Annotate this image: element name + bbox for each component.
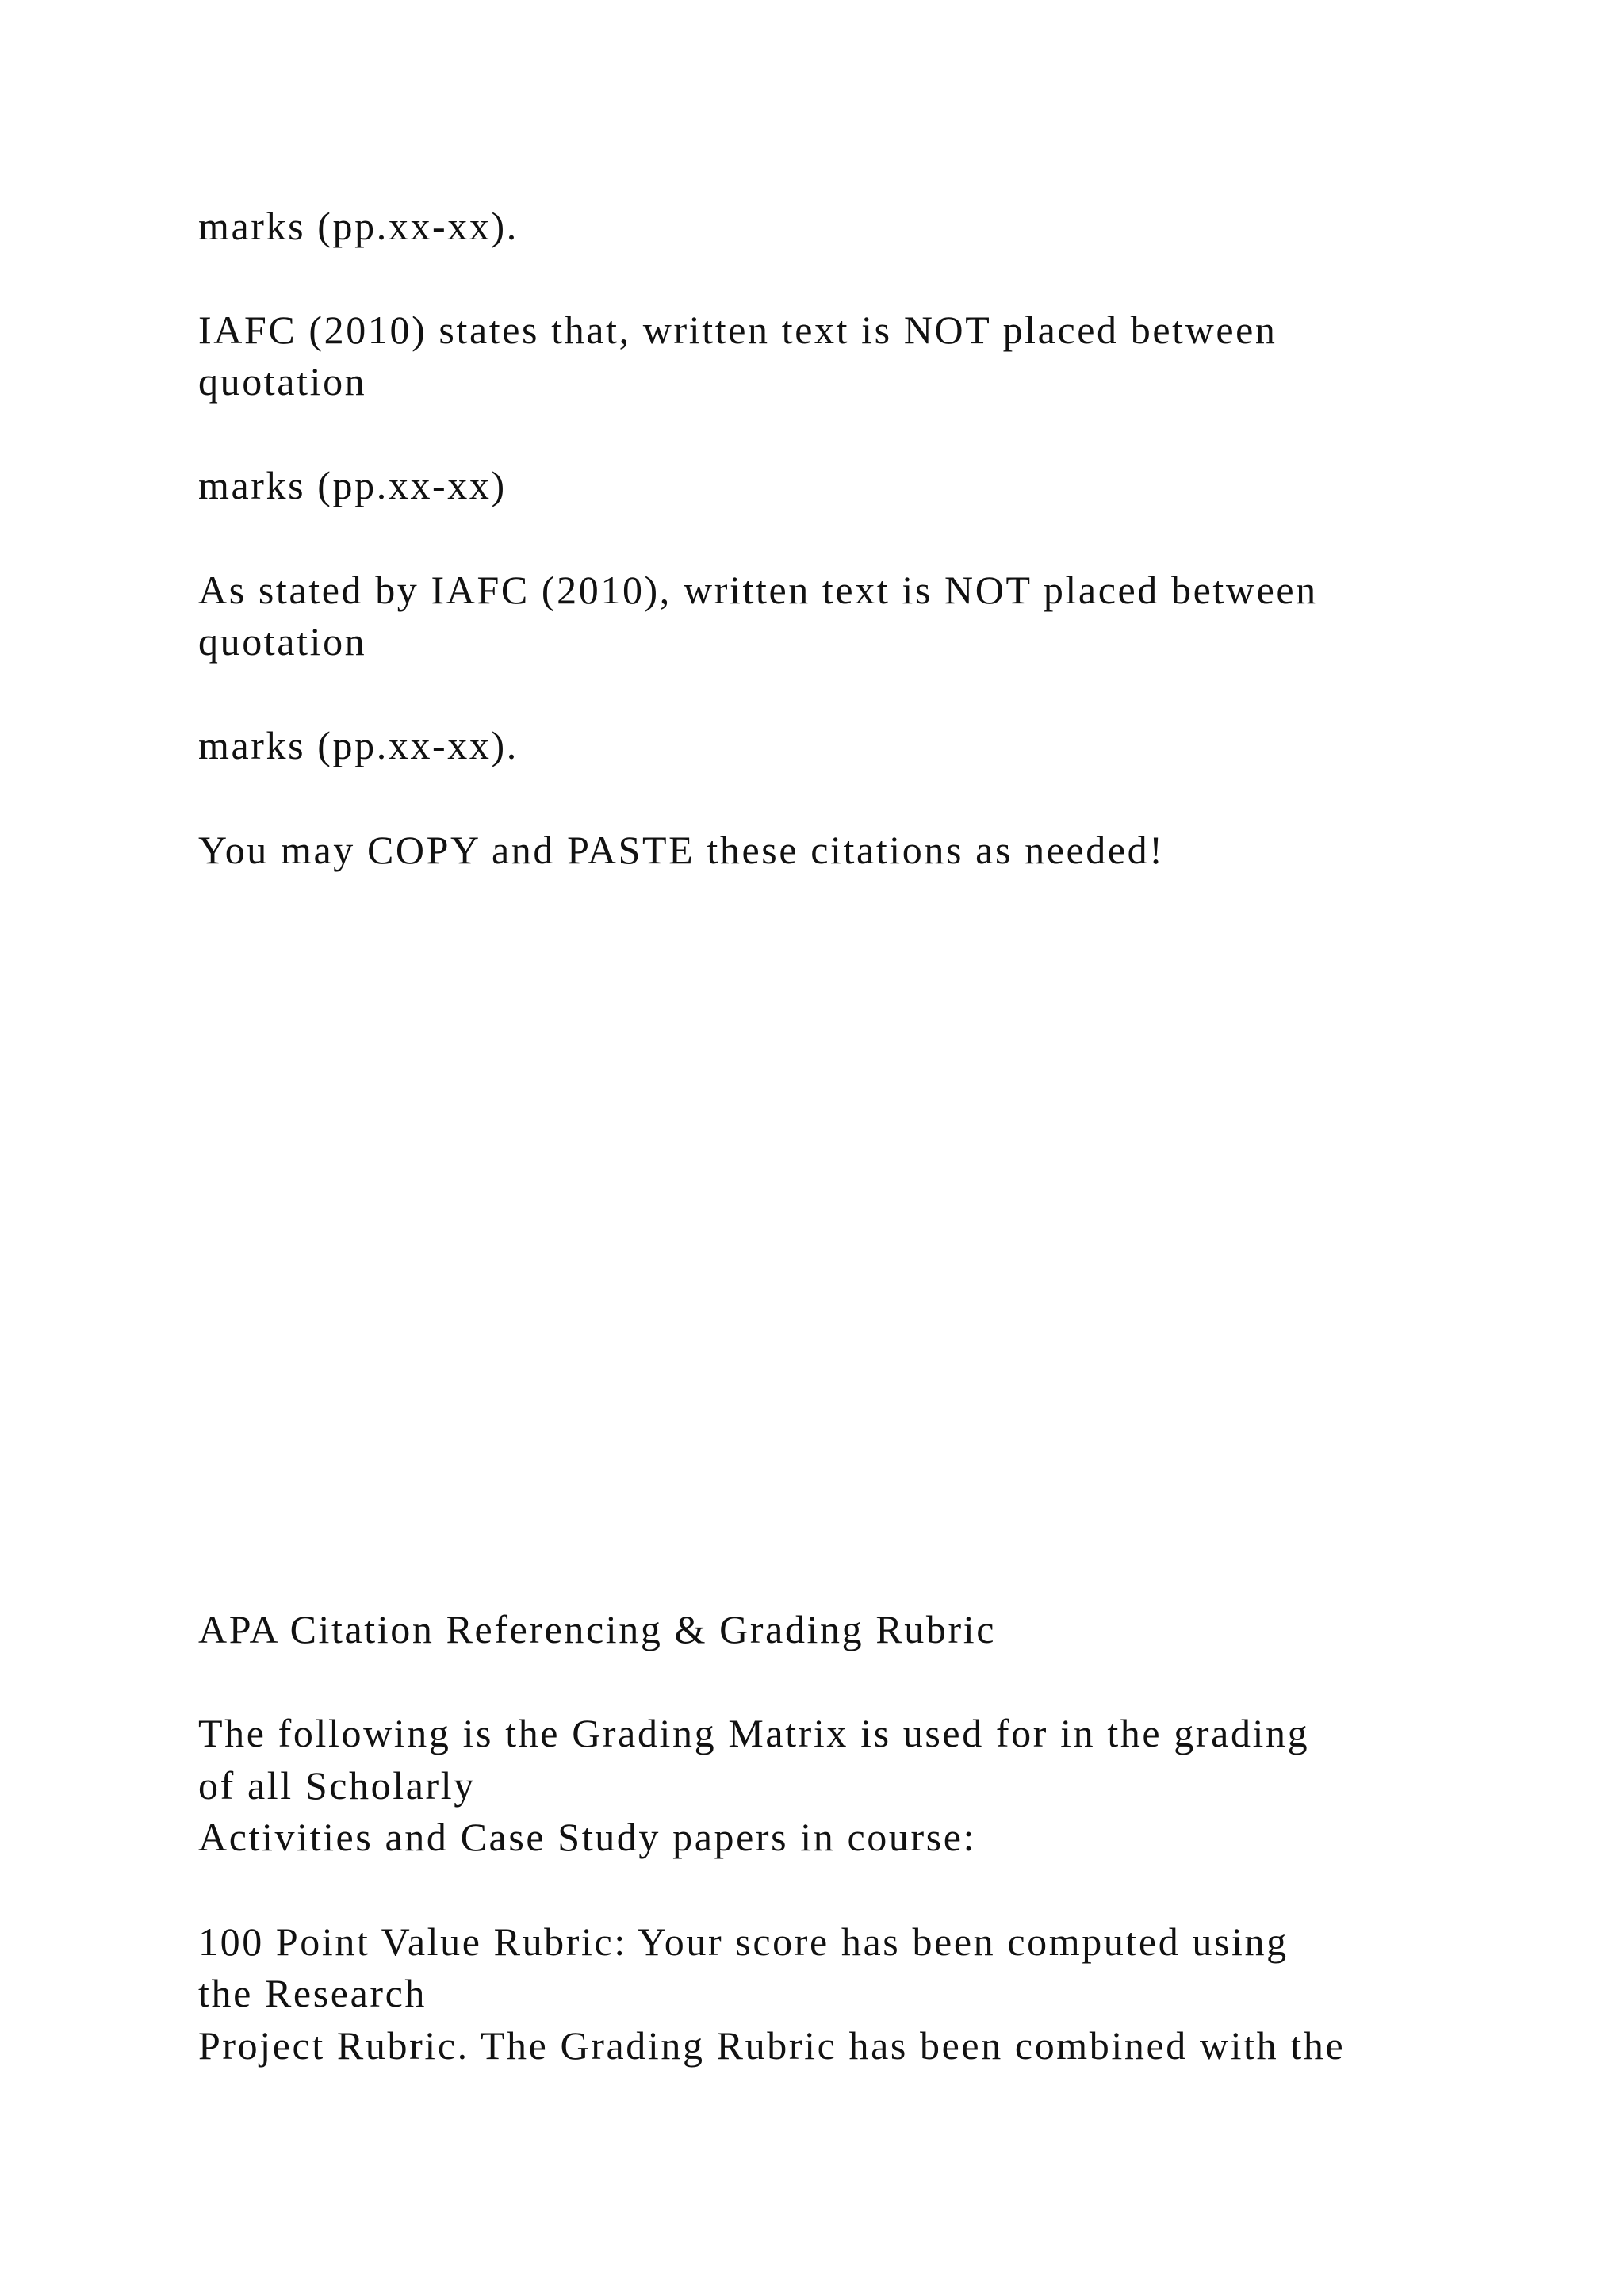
text-line: The following is the Grading Matrix is used for in the grading [198, 1711, 1310, 1755]
text-line: As stated by IAFC (2010), written text is NOT placed between [198, 568, 1318, 612]
text-line: Project Rubric. The Grading Rubric has been combined with the [198, 2023, 1346, 2068]
text-line: Activities and Case Study papers in course: [198, 1815, 977, 1859]
text-line: 100 Point Value Rubric: Your score has been computed using [198, 1919, 1289, 1964]
text-line: IAFC (2010) states that, written text is NOT placed between [198, 308, 1277, 352]
text-line: of all Scholarly [198, 1763, 476, 1808]
text-line: marks (pp.xx-xx). [198, 204, 519, 248]
text-line: quotation [198, 359, 367, 404]
text-line: marks (pp.xx-xx) [198, 463, 507, 507]
section-heading: APA Citation Referencing & Grading Rubric [198, 1607, 997, 1651]
text-line: marks (pp.xx-xx). [198, 723, 519, 767]
text-line: the Research [198, 1971, 427, 2015]
text-line: quotation [198, 619, 367, 664]
text-line: You may COPY and PASTE these citations as needed! [198, 828, 1165, 872]
